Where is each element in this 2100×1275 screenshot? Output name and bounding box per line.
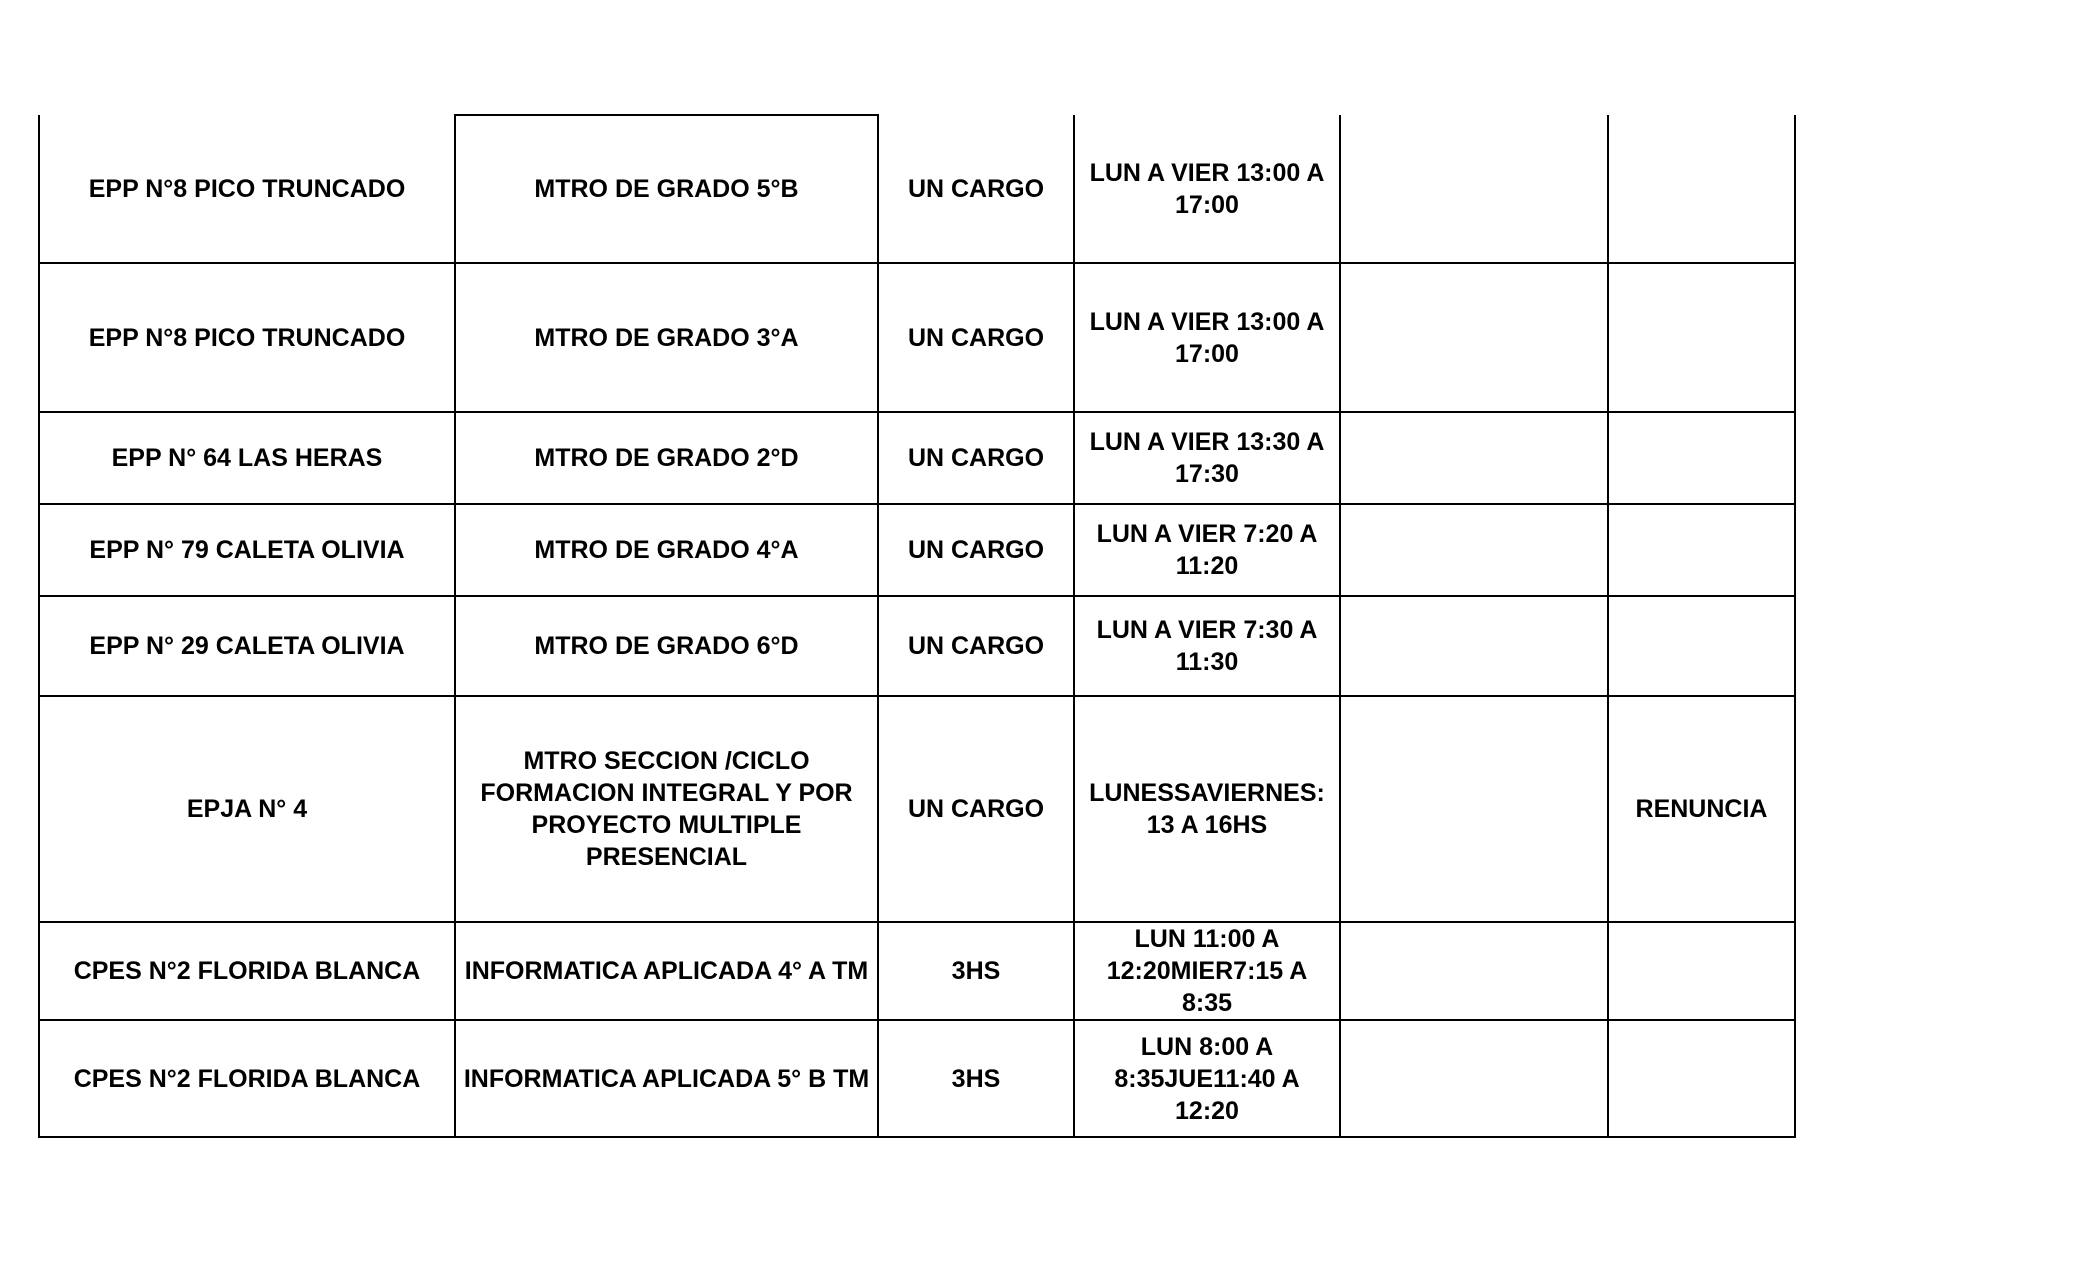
cell-school: CPES N°2 FLORIDA BLANCA [39, 1020, 455, 1137]
cell-school: EPJA N° 4 [39, 696, 455, 922]
cell-empty [1340, 263, 1608, 412]
cell-quantity: UN CARGO [878, 596, 1074, 696]
cell-position: INFORMATICA APLICADA 5° B TM [455, 1020, 878, 1137]
cell-empty [1340, 922, 1608, 1020]
cell-position: MTRO DE GRADO 6°D [455, 596, 878, 696]
cell-observation [1608, 596, 1795, 696]
cell-school: EPP N° 79 CALETA OLIVIA [39, 504, 455, 596]
cell-observation [1608, 1020, 1795, 1137]
cell-school: CPES N°2 FLORIDA BLANCA [39, 922, 455, 1020]
cell-schedule: LUN 8:00 A 8:35JUE11:40 A 12:20 [1074, 1020, 1340, 1137]
cell-observation: RENUNCIA [1608, 696, 1795, 922]
spreadsheet-page [38, 114, 1794, 1138]
cell-observation [1608, 504, 1795, 596]
cell-observation [1608, 115, 1795, 263]
cell-quantity: UN CARGO [878, 115, 1074, 263]
vacancies-table [38, 114, 1796, 1138]
cell-quantity: 3HS [878, 922, 1074, 1020]
cell-quantity: UN CARGO [878, 263, 1074, 412]
cell-quantity: UN CARGO [878, 696, 1074, 922]
cell-quantity: UN CARGO [878, 504, 1074, 596]
cell-empty [1340, 1020, 1608, 1137]
cell-empty [1340, 412, 1608, 504]
cell-schedule: LUN A VIER 13:30 A 17:30 [1074, 412, 1340, 504]
table-row [39, 696, 1795, 922]
cell-schedule: LUN A VIER 13:00 A 17:00 [1074, 263, 1340, 412]
cell-observation [1608, 922, 1795, 1020]
table-row [39, 922, 1795, 1020]
cell-schedule: LUN 11:00 A 12:20MIER7:15 A 8:35 [1074, 922, 1340, 1020]
cell-schedule: LUN A VIER 7:20 A 11:20 [1074, 504, 1340, 596]
cell-position: MTRO DE GRADO 5°B [455, 115, 878, 263]
table-row [39, 1020, 1795, 1137]
table-row [39, 115, 1795, 263]
table-row [39, 596, 1795, 696]
cell-schedule: LUN A VIER 7:30 A 11:30 [1074, 596, 1340, 696]
cell-empty [1340, 504, 1608, 596]
cell-schedule: LUN A VIER 13:00 A 17:00 [1074, 115, 1340, 263]
cell-quantity: 3HS [878, 1020, 1074, 1137]
cell-school: EPP N°8 PICO TRUNCADO [39, 263, 455, 412]
cell-position: INFORMATICA APLICADA 4° A TM [455, 922, 878, 1020]
cell-quantity: UN CARGO [878, 412, 1074, 504]
cell-observation [1608, 263, 1795, 412]
cell-school: EPP N° 29 CALETA OLIVIA [39, 596, 455, 696]
table-row [39, 263, 1795, 412]
cell-empty [1340, 696, 1608, 922]
table-row [39, 412, 1795, 504]
cell-position: MTRO DE GRADO 4°A [455, 504, 878, 596]
cell-position: MTRO DE GRADO 2°D [455, 412, 878, 504]
cell-observation [1608, 412, 1795, 504]
cell-position: MTRO DE GRADO 3°A [455, 263, 878, 412]
cell-empty [1340, 115, 1608, 263]
cell-empty [1340, 596, 1608, 696]
cell-school: EPP N°8 PICO TRUNCADO [39, 115, 455, 263]
cell-school: EPP N° 64 LAS HERAS [39, 412, 455, 504]
table-row [39, 504, 1795, 596]
cell-schedule: LUNESSAVIERNES: 13 A 16HS [1074, 696, 1340, 922]
cell-position: MTRO SECCION /CICLO FORMACION INTEGRAL Y POR PROYECTO MULTIPLE PRESENCIAL [455, 696, 878, 922]
